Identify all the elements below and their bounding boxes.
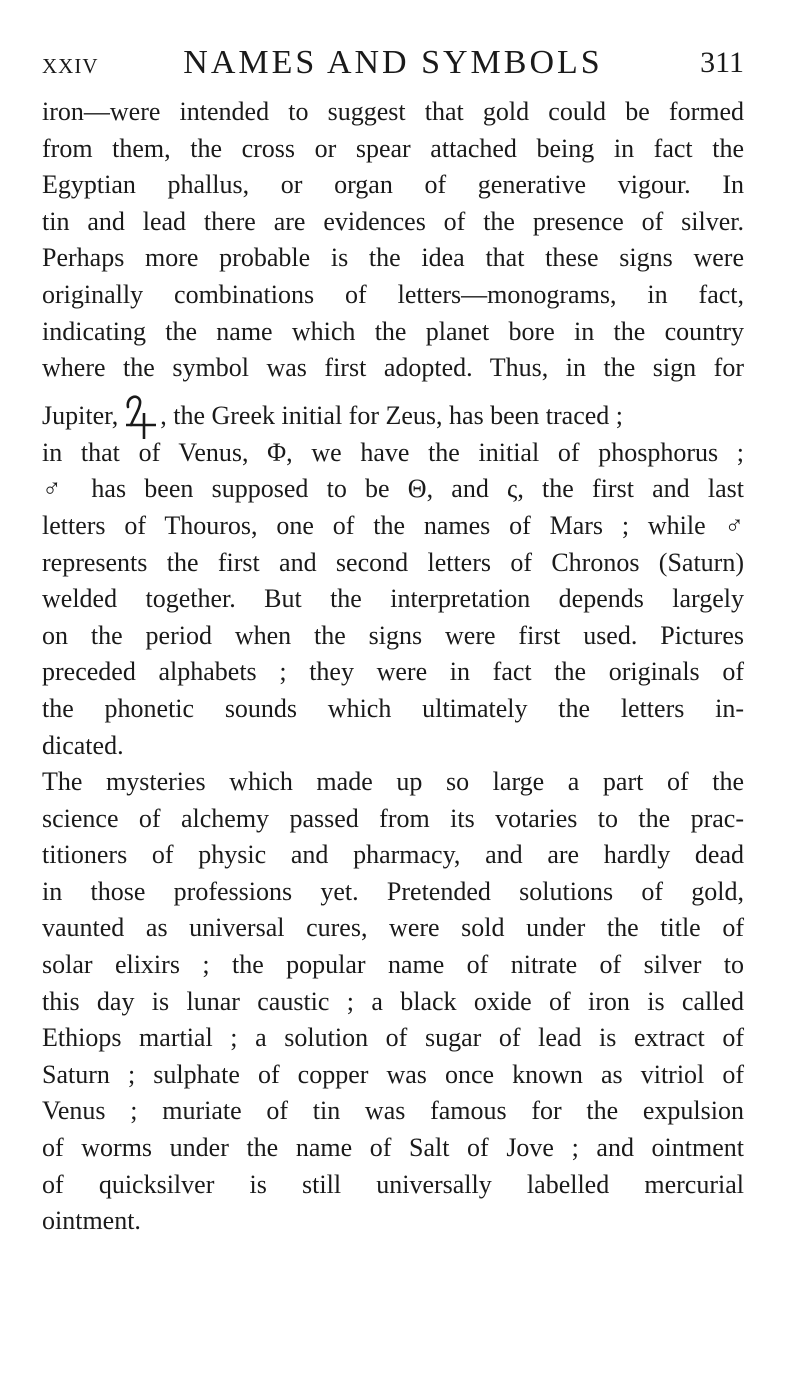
text-line: the phonetic sounds which ultimately the letters in- (42, 693, 744, 723)
text-line: The mysteries which made up so large a part of the (42, 767, 744, 797)
text-line: science of alchemy passed from its votaries to the prac- (42, 803, 744, 833)
text-line: in those professions yet. Pretended solutions of gold, (42, 876, 744, 906)
text-line: titioners of physic and pharmacy, and are hardly dead (42, 840, 744, 870)
text-line: in that of Venus, Φ, we have the initial of phosphorus ; (42, 437, 744, 467)
text-line: vaunted as universal cures, were sold under the title of (42, 913, 744, 943)
text-line: tin and lead there are evidences of the presence of silver. (42, 206, 744, 236)
text-line: Ethiops martial ; a solution of sugar of lead is extract of (42, 1023, 744, 1053)
text-line: on the period when the signs were first used. Pictures (42, 620, 744, 650)
text-line: from them, the cross or spear attached being in fact the (42, 133, 744, 163)
text-line: represents the first and second letters of Chronos (Saturn) (42, 547, 744, 577)
text-line: solar elixirs ; the popular name of nitrate of silver to (42, 950, 744, 980)
text-line: dicated. (42, 730, 124, 760)
paragraph-2 (42, 764, 744, 1240)
text-line: ♂ has been supposed to be Θ, and ς, the first and last (42, 474, 744, 504)
jupiter-symbol-icon (122, 393, 160, 441)
text-line: where the symbol was first adopted. Thus, in the sign for (42, 353, 744, 383)
body-text (42, 94, 744, 1240)
running-title: NAMES AND SYMBOLS (183, 44, 603, 81)
text-line: preceded alphabets ; they were in fact the originals of (42, 657, 744, 687)
text-line: ointment. (42, 1206, 141, 1236)
text-line: this day is lunar caustic ; a black oxide of iron is called (42, 986, 744, 1016)
page-number: 311 (700, 46, 744, 79)
text-line: Egyptian phallus, or organ of generative vigour. In (42, 170, 744, 200)
text-line: iron—were intended to suggest that gold could be formed (42, 97, 744, 126)
text-line: indicating the name which the planet bore in the country (42, 316, 744, 346)
text-line: Saturn ; sulphate of copper was once known as vitriol of (42, 1059, 744, 1089)
chapter-number: XXIV (42, 54, 99, 78)
running-head (42, 40, 744, 80)
text-line: Perhaps more probable is the idea that these signs were (42, 243, 744, 273)
text-line: welded together. But the interpretation depends largely (42, 584, 744, 614)
paragraph-1 (42, 94, 744, 764)
jupiter-line-end: , the Greek initial for Zeus, has been traced ; (160, 401, 623, 431)
text-line: Venus ; muriate of tin was famous for the expulsion (42, 1096, 744, 1126)
text-line: of worms under the name of Salt of Jove ; and ointment (42, 1133, 744, 1163)
text-line: letters of Thouros, one of the names of Mars ; while ♂ (42, 510, 744, 540)
text-line: of quicksilver is still universally labelled mercurial (42, 1169, 744, 1199)
text-line: originally combinations of letters—monograms, in fact, (42, 279, 744, 309)
jupiter-line-start: Jupiter, (42, 401, 119, 431)
jupiter-text-line (42, 393, 744, 435)
